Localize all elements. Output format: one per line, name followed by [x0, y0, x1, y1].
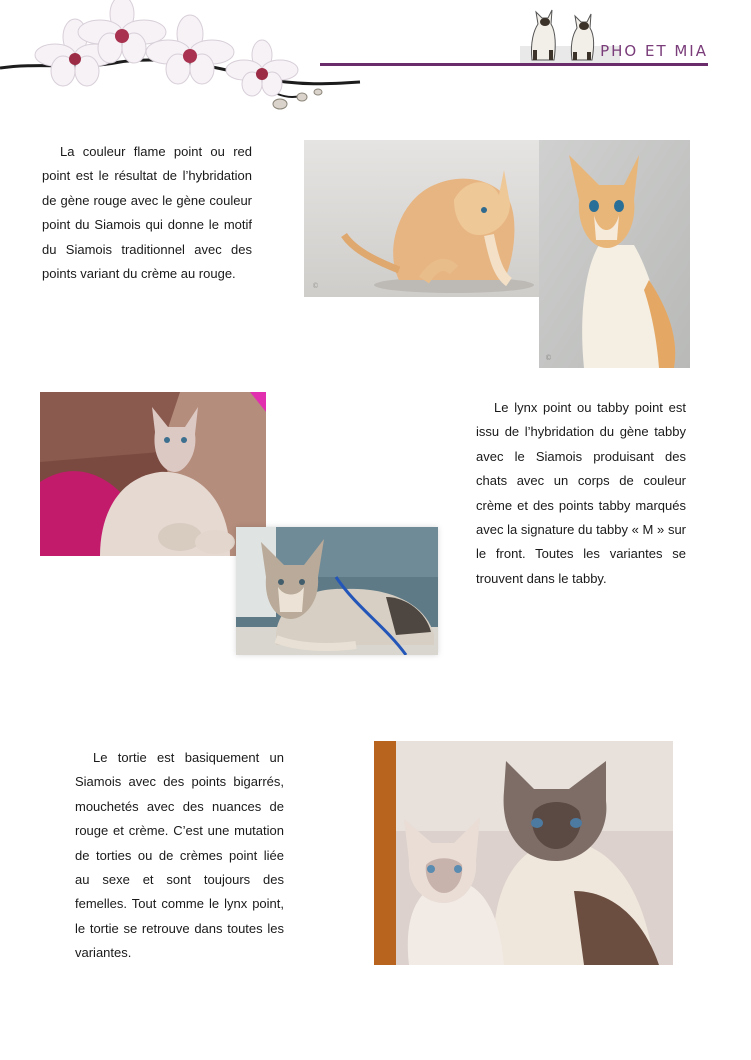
orchid-branch-illustration — [0, 0, 365, 115]
flame-point-cat-photo-2 — [539, 140, 690, 368]
flame-point-cat-photo-1 — [304, 140, 540, 297]
brand-name: PHO ET MIA — [600, 42, 708, 60]
svg-text:©: © — [545, 354, 552, 362]
header-divider — [320, 63, 708, 66]
tortie-cats-photo — [374, 741, 673, 965]
tortie-paragraph: Le tortie est basiquement un Siamois avec des points bigarrés, mouchetés avec des nuances de rouge et crème. C’est une mutation de torties ou de crèmes point liée au sexe et sont toujours des femelles. Tout comme le lynx point, le tortie se retrouve dans toutes les variantes. — [75, 750, 284, 961]
lynx-point-cat-with-kittens-photo — [40, 392, 266, 556]
svg-text:©: © — [312, 282, 319, 290]
flame-point-paragraph: La couleur flame point ou red point est le résultat de l’hybridation de gène rouge avec le gène couleur point du Siamois qui donne le motif du Siamois traditionnel avec des points variant du crème au rouge. — [42, 144, 252, 282]
lynx-point-cat-lying-photo — [236, 527, 438, 655]
lynx-point-paragraph: Le lynx point ou tabby point est issu de l’hybridation du gène tabby avec le Siamois produisant des chats avec un corps de couleur crème et des points tabby marqués avec la signature du tabby « M » sur le front. Toutes les variantes se trouvent dans le tabby. — [476, 400, 686, 586]
